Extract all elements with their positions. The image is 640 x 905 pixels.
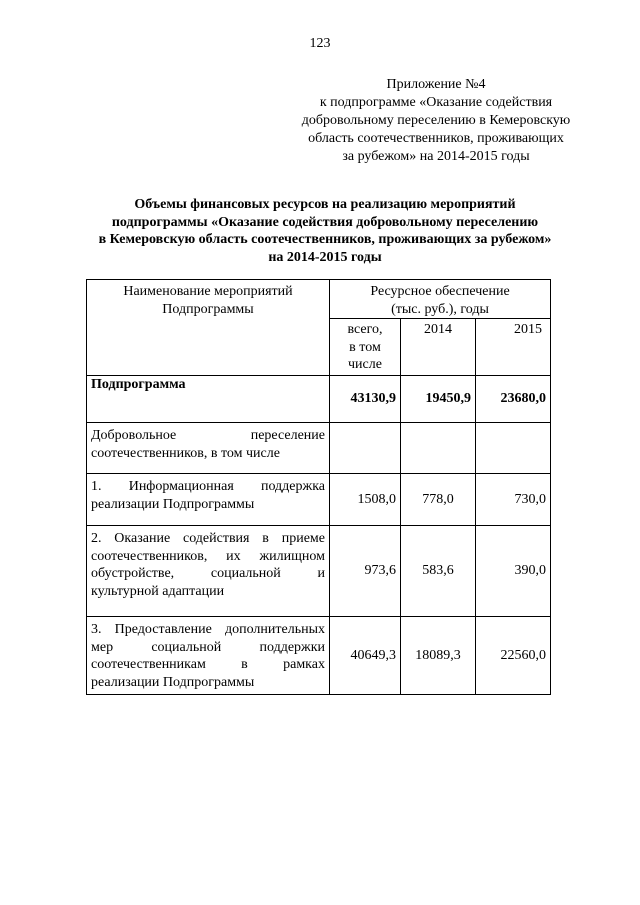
row-total xyxy=(330,423,401,474)
row-name-line: 1. Информационная поддержка xyxy=(91,479,325,494)
header-line: в том xyxy=(349,339,381,355)
row-2014: 18089,3 xyxy=(401,617,476,695)
row-name xyxy=(87,423,330,474)
subprogram-name: Подпрограмма xyxy=(87,376,330,423)
row-2014: 778,0 xyxy=(401,474,476,526)
table-row xyxy=(87,423,551,474)
header-total xyxy=(330,319,401,376)
row-name-line: соотечественников, в том числе xyxy=(91,445,280,461)
subprogram-2014: 19450,9 xyxy=(401,376,476,423)
row-name-line: реализации Подпрограммы xyxy=(91,496,255,512)
row-name-line: обустройстве, социальной и xyxy=(91,566,325,581)
row-2014: 583,6 xyxy=(401,526,476,617)
appendix-line: добровольному переселению в Кемеровскую xyxy=(301,113,571,128)
appendix-line: область соотечественников, проживающих xyxy=(308,131,564,146)
row-2015: 22560,0 xyxy=(476,617,551,695)
header-resource xyxy=(330,280,551,319)
row-name-line: соотечественников, их жилищном xyxy=(91,548,325,564)
title-line: на 2014-2015 годы xyxy=(268,249,382,265)
table-row xyxy=(87,474,551,526)
row-name-line: 3. Предоставление дополнительных xyxy=(91,622,325,637)
row-name xyxy=(87,617,330,695)
row-2014 xyxy=(401,423,476,474)
funding-table xyxy=(86,279,551,695)
appendix-line: Приложение №4 xyxy=(386,77,486,92)
title-line: Объемы финансовых ресурсов на реализацию мероприятий xyxy=(134,197,516,212)
document-title xyxy=(60,196,590,266)
header-line: Подпрограммы xyxy=(162,301,254,317)
header-line: числе xyxy=(348,357,382,372)
row-name xyxy=(87,474,330,526)
row-name-line: 2. Оказание содействия в приеме xyxy=(91,531,325,546)
title-line: в Кемеровскую область соотечественников, проживающих за рубежом» xyxy=(98,232,552,247)
header-year-2015: 2015 xyxy=(476,319,551,376)
row-name-line: Добровольное переселение xyxy=(91,428,325,443)
appendix-line: к подпрограмме «Оказание содействия xyxy=(319,95,553,110)
subprogram-2015: 23680,0 xyxy=(476,376,551,423)
row-2015 xyxy=(476,423,551,474)
row-total: 973,6 xyxy=(330,526,401,617)
row-name xyxy=(87,526,330,617)
table-row xyxy=(87,617,551,695)
row-2015: 390,0 xyxy=(476,526,551,617)
table-row xyxy=(87,526,551,617)
row-name-line: мер социальной поддержки xyxy=(91,639,325,655)
appendix-note xyxy=(286,76,586,166)
header-activity-name xyxy=(87,280,330,376)
row-2015: 730,0 xyxy=(476,474,551,526)
table-row-subprogram xyxy=(87,376,551,423)
table-header-row xyxy=(87,280,551,319)
header-line: Наименование мероприятий xyxy=(123,284,293,299)
appendix-line: за рубежом» на 2014-2015 годы xyxy=(342,149,530,164)
row-name-line: соотечественникам в рамках xyxy=(91,657,325,672)
header-line: Ресурсное обеспечение xyxy=(370,284,510,299)
row-total: 40649,3 xyxy=(330,617,401,695)
header-year-2014: 2014 xyxy=(401,319,476,376)
page-number: 123 xyxy=(309,36,331,51)
title-line: подпрограммы «Оказание содействия добровольному переселению xyxy=(111,214,539,230)
header-line: (тыс. руб.), годы xyxy=(391,301,489,317)
header-line: всего, xyxy=(347,322,383,337)
subprogram-total: 43130,9 xyxy=(330,376,401,423)
row-name-line: культурной адаптации xyxy=(91,583,225,599)
row-total: 1508,0 xyxy=(330,474,401,526)
row-name-line: реализации Подпрограммы xyxy=(91,674,255,690)
